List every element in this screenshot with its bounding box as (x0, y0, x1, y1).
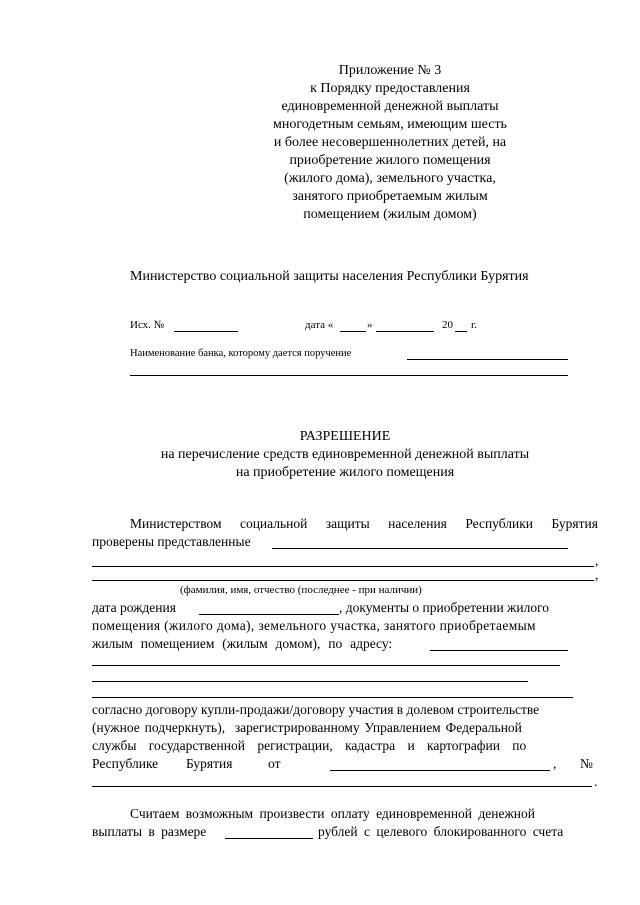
applicant-field[interactable] (272, 548, 568, 549)
document-subtitle: на приобретение жилого помещения (235, 465, 455, 480)
buryatia-word: Бурятия (186, 756, 233, 771)
paragraph-line: Считаем возможным произвести оплату единовременной денежной (130, 806, 536, 821)
paragraph-line: помещения (жилого дома), земельного участка, занятого приобретаемым (92, 618, 536, 633)
registration-number-field[interactable] (92, 786, 592, 787)
date-close-quote: » (367, 319, 373, 331)
fio-hint: (фамилия, имя, отчество (последнее - при наличии) (180, 584, 422, 596)
documents-text (339, 601, 598, 615)
from-label: от (268, 756, 281, 771)
appendix-line: к Порядку предоставления (310, 81, 470, 96)
appendix-line: (жилого дома), земельного участка, (284, 171, 496, 186)
word: защиты (325, 516, 370, 531)
date-day-field[interactable] (340, 331, 366, 332)
appendix-line: Приложение № 3 (338, 63, 442, 78)
payment-amount-field[interactable] (225, 838, 313, 839)
applicant-field-2[interactable] (92, 566, 594, 567)
checked-label: проверены представленные (92, 534, 251, 549)
applicant-field-3[interactable] (92, 580, 594, 581)
dob-label: дата рождения (92, 600, 176, 615)
comma: , (553, 756, 557, 771)
address-field[interactable] (430, 650, 568, 651)
date-label: дата « (305, 319, 334, 331)
appendix-line: единовременной денежной выплаты (281, 99, 499, 114)
word: социальной (239, 516, 308, 531)
contract-text: (нужное подчеркнуть), зарегистрированному Управлением Федеральной (92, 720, 522, 735)
document-title: РАЗРЕШЕНИЕ (299, 429, 391, 444)
year-suffix: г. (471, 319, 478, 331)
documents-text-span: , документы о приобретении жилого (339, 600, 550, 615)
address-label: жилым помещением (жилым домом), по адресу: (92, 636, 393, 651)
appendix-line: помещением (жилым домом) (303, 207, 477, 222)
contract-text: службы государственной регистрации, кадастра и картографии по (92, 738, 527, 753)
address-field-3[interactable] (92, 681, 528, 682)
word: Министерством (130, 516, 222, 531)
date-month-field[interactable] (376, 331, 434, 332)
address-field-4[interactable] (92, 697, 573, 698)
payment-label: выплаты в размере (92, 824, 207, 839)
period: . (594, 774, 598, 789)
payment-text: рублей с целевого блокированного счета (318, 824, 564, 839)
ref-number-field[interactable] (174, 331, 238, 332)
paragraph-line (130, 517, 598, 531)
bank-name-field[interactable] (407, 359, 568, 360)
document-subtitle: на перечисление средств единовременной денежной выплаты (160, 447, 530, 462)
year-prefix: 20 (442, 319, 453, 331)
bank-name-field-2[interactable] (130, 375, 568, 376)
republic-word: Республике (92, 756, 159, 771)
address-field-2[interactable] (92, 665, 560, 666)
contract-text: согласно договору купли-продажи/договору участия в долевом строительстве (92, 702, 540, 717)
appendix-line: и более несовершеннолетних детей, на (273, 135, 507, 150)
word: населения (388, 516, 447, 531)
comma: , (595, 553, 599, 568)
number-sign: № (580, 756, 593, 771)
word: Бурятия (551, 516, 598, 531)
dob-field[interactable] (199, 614, 339, 615)
appendix-line: приобретение жилого помещения (289, 153, 491, 168)
date-year-field[interactable] (455, 331, 467, 332)
ref-number-label: Исх. № (130, 319, 165, 331)
registration-date-field[interactable] (330, 770, 550, 771)
word: Республики (465, 516, 534, 531)
comma: , (595, 567, 599, 582)
ministry-name: Министерство социальной защиты населения Республики Бурятия (130, 269, 529, 284)
appendix-line: занятого приобретаемым жилым (292, 189, 488, 204)
bank-label: Наименование банка, которому дается поручение (130, 348, 352, 359)
appendix-line: многодетным семьям, имеющим шесть (273, 117, 507, 132)
